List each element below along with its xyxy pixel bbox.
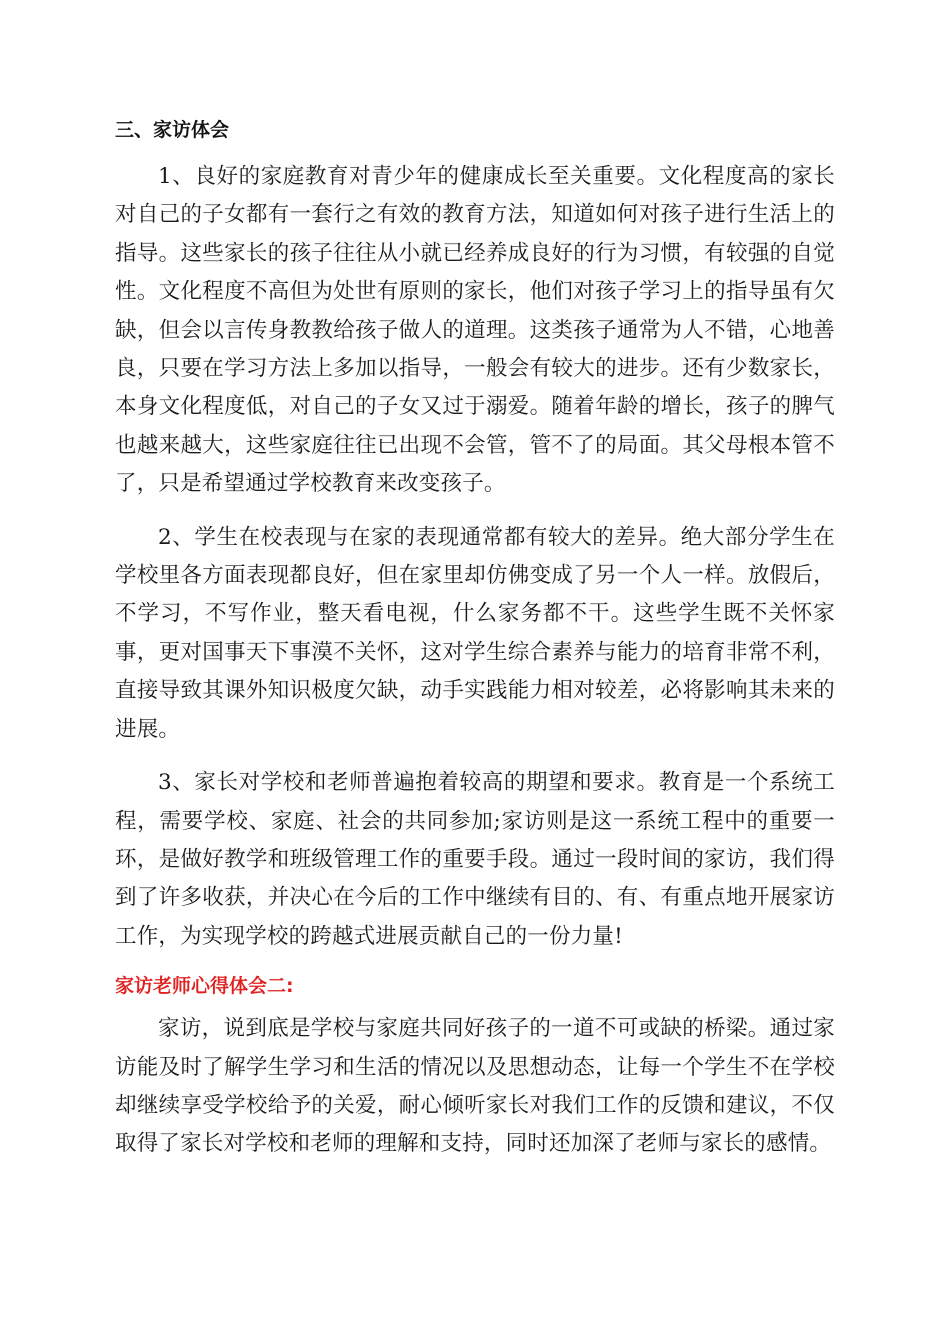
paragraph-3: 3、家长对学校和老师普遍抱着较高的期望和要求。教育是一个系统工程，需要学校、家庭、社会的共同参加;家访则是这一系统工程中的重要一环，是做好教学和班级管理工作的重要手段。通过一段时间的家访，我们得到了许多收获，并决心在今后的工作中继续有目的、有、有重点地开展家访工作，为实现学校的跨越式进展贡献自己的一份力量! <box>115 770 835 949</box>
second-section-paragraph: 家访，说到底是学校与家庭共同好孩子的一道不可或缺的桥梁。通过家访能及时了解学生学习和生活的情况以及思想动态，让每一个学生不在学校却继续享受学校给予的关爱，耐心倾听家长对我们工作的反馈和建议，不仅取得了家长对学校和老师的理解和支持，同时还加深了老师与家长的感情。 <box>115 1016 835 1157</box>
paragraph-1: 1、良好的家庭教育对青少年的健康成长至关重要。文化程度高的家长对自己的子女都有一套行之有效的教育方法，知道如何对孩子进行生活上的指导。这些家长的孩子往往从小就已经养成良好的行为习惯，有较强的自觉性。文化程度不高但为处世有原则的家长，他们对孩子学习上的指导虽有欠缺，但会以言传身教教给孩子做人的道理。这类孩子通常为人不错，心地善良，只要在学习方法上多加以指导，一般会有较大的进步。还有少数家长，本身文化程度低，对自己的子女又过于溺爱。随着年龄的增长，孩子的脾气也越来越大，这些家庭往往已出现不会管，管不了的局面。其父母根本管不了，只是希望通过学校教育来改变孩子。 <box>115 164 835 497</box>
section-heading: 三、家访体会 <box>115 119 230 141</box>
paragraph-2: 2、学生在校表现与在家的表现通常都有较大的差异。绝大部分学生在学校里各方面表现都良好，但在家里却仿佛变成了另一个人一样。放假后，不学习，不写作业，整天看电视，什么家务都不干。这些学生既不关怀家事，更对国事天下事漠不关怀，这对学生综合素养与能力的培育非常不利，直接导致其课外知识极度欠缺，动手实践能力相对较差，必将影响其未来的进展。 <box>115 524 835 742</box>
second-section-heading: 家访老师心得体会二: <box>115 975 294 998</box>
document-page <box>115 112 835 1164</box>
